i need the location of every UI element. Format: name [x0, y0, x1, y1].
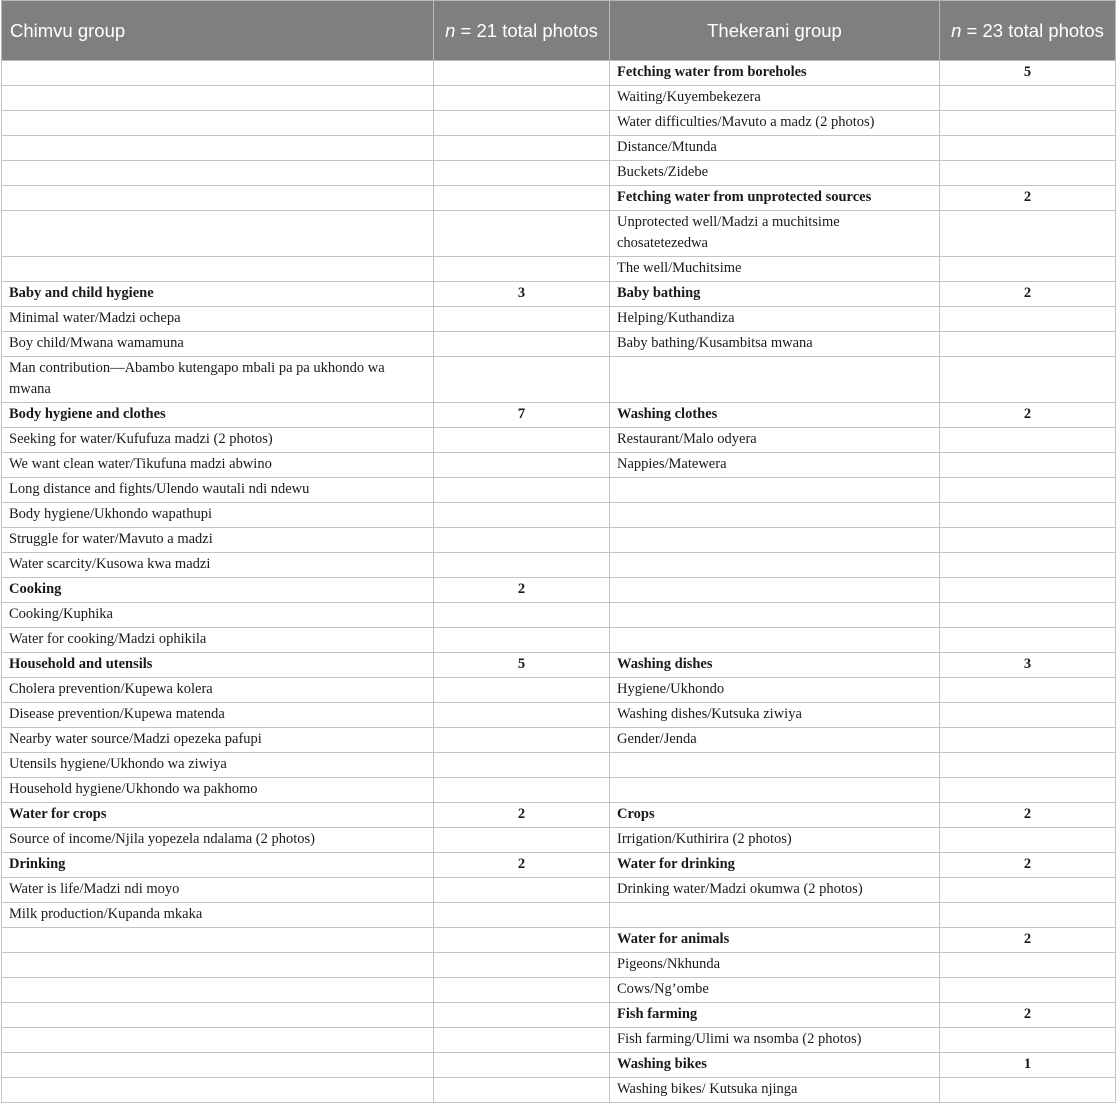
thekerani-count-cell: [940, 878, 1116, 903]
chimvu-theme-cell: Disease prevention/Kupewa matenda: [2, 703, 434, 728]
thekerani-theme-cell: Washing bikes: [610, 1053, 940, 1078]
chimvu-theme-cell: Milk production/Kupanda mkaka: [2, 903, 434, 928]
table-row: [2, 703, 1116, 728]
table-header: [2, 1, 1116, 61]
thekerani-theme-cell: [610, 753, 940, 778]
chimvu-theme-cell: Seeking for water/Kufufuza madzi (2 photos): [2, 428, 434, 453]
thekerani-count-cell: 2: [940, 403, 1116, 428]
table-row: [2, 161, 1116, 186]
thekerani-count-cell: [940, 136, 1116, 161]
thekerani-count-cell: [940, 307, 1116, 332]
table-row: [2, 282, 1116, 307]
thekerani-theme-cell: [610, 553, 940, 578]
chimvu-theme-cell: [2, 1028, 434, 1053]
thekerani-count-cell: [940, 1078, 1116, 1103]
table-row: [2, 728, 1116, 753]
chimvu-theme-cell: [2, 1003, 434, 1028]
table-row: [2, 828, 1116, 853]
thekerani-theme-cell: [610, 578, 940, 603]
chimvu-theme-cell: Baby and child hygiene: [2, 282, 434, 307]
thekerani-count-cell: [940, 478, 1116, 503]
thekerani-count-cell: [940, 357, 1116, 403]
chimvu-theme-cell: Water scarcity/Kusowa kwa madzi: [2, 553, 434, 578]
chimvu-theme-cell: [2, 186, 434, 211]
thekerani-theme-cell: Drinking water/Madzi okumwa (2 photos): [610, 878, 940, 903]
chimvu-theme-cell: Source of income/Njila yopezela ndalama (2 photos): [2, 828, 434, 853]
thekerani-count-cell: 2: [940, 1003, 1116, 1028]
table-row: [2, 428, 1116, 453]
table-row: [2, 978, 1116, 1003]
chimvu-theme-cell: [2, 86, 434, 111]
chimvu-count-cell: 3: [434, 282, 610, 307]
table-row: [2, 553, 1116, 578]
thekerani-count-cell: 5: [940, 61, 1116, 86]
chimvu-theme-cell: [2, 161, 434, 186]
table-row: [2, 528, 1116, 553]
thekerani-count-cell: [940, 553, 1116, 578]
thekerani-count-cell: [940, 503, 1116, 528]
table-row: [2, 503, 1116, 528]
thekerani-theme-cell: Washing clothes: [610, 403, 940, 428]
thekerani-theme-cell: Water for animals: [610, 928, 940, 953]
table-row: [2, 211, 1116, 257]
chimvu-count-cell: [434, 628, 610, 653]
table-row: [2, 803, 1116, 828]
thekerani-theme-cell: Irrigation/Kuthirira (2 photos): [610, 828, 940, 853]
chimvu-theme-cell: Body hygiene and clothes: [2, 403, 434, 428]
thekerani-count-cell: [940, 161, 1116, 186]
chimvu-count-cell: [434, 186, 610, 211]
header-chimvu-count: [434, 1, 610, 61]
thekerani-theme-cell: [610, 357, 940, 403]
table-row: [2, 1028, 1116, 1053]
chimvu-theme-cell: Water is life/Madzi ndi moyo: [2, 878, 434, 903]
thekerani-theme-cell: Crops: [610, 803, 940, 828]
table-row: [2, 61, 1116, 86]
thekerani-theme-cell: [610, 603, 940, 628]
table-row: [2, 186, 1116, 211]
header-chimvu-n: n: [445, 19, 456, 41]
table-body: [2, 61, 1116, 1103]
chimvu-count-cell: [434, 61, 610, 86]
thekerani-theme-cell: Buckets/Zidebe: [610, 161, 940, 186]
chimvu-theme-cell: [2, 978, 434, 1003]
chimvu-theme-cell: [2, 61, 434, 86]
chimvu-theme-cell: Household hygiene/Ukhondo wa pakhomo: [2, 778, 434, 803]
thekerani-theme-cell: The well/Muchitsime: [610, 257, 940, 282]
chimvu-theme-cell: Struggle for water/Mavuto a madzi: [2, 528, 434, 553]
table-row: [2, 357, 1116, 403]
thekerani-count-cell: [940, 453, 1116, 478]
thekerani-count-cell: 1: [940, 1053, 1116, 1078]
chimvu-theme-cell: [2, 257, 434, 282]
thekerani-count-cell: 2: [940, 803, 1116, 828]
table-row: [2, 136, 1116, 161]
thekerani-count-cell: [940, 603, 1116, 628]
chimvu-theme-cell: [2, 111, 434, 136]
thekerani-count-cell: [940, 86, 1116, 111]
chimvu-theme-cell: [2, 1078, 434, 1103]
table-row: [2, 853, 1116, 878]
header-thekerani-group: Thekerani group: [610, 1, 940, 61]
thekerani-theme-cell: Helping/Kuthandiza: [610, 307, 940, 332]
chimvu-count-cell: [434, 953, 610, 978]
table-row: [2, 628, 1116, 653]
thekerani-theme-cell: Washing dishes/Kutsuka ziwiya: [610, 703, 940, 728]
thekerani-count-cell: [940, 978, 1116, 1003]
thekerani-count-cell: [940, 628, 1116, 653]
table-row: [2, 403, 1116, 428]
thekerani-count-cell: [940, 778, 1116, 803]
thekerani-theme-cell: Pigeons/Nkhunda: [610, 953, 940, 978]
chimvu-count-cell: [434, 1078, 610, 1103]
chimvu-theme-cell: [2, 953, 434, 978]
thekerani-theme-cell: Unprotected well/Madzi a muchitsime chosatetezedwa: [610, 211, 940, 257]
thekerani-count-cell: 2: [940, 282, 1116, 307]
table-row: [2, 953, 1116, 978]
table-row: [2, 778, 1116, 803]
thekerani-theme-cell: Gender/Jenda: [610, 728, 940, 753]
thekerani-theme-cell: Nappies/Matewera: [610, 453, 940, 478]
chimvu-count-cell: [434, 503, 610, 528]
chimvu-count-cell: [434, 878, 610, 903]
chimvu-count-cell: 7: [434, 403, 610, 428]
header-thekerani-n: n: [951, 19, 962, 41]
thekerani-theme-cell: Distance/Mtunda: [610, 136, 940, 161]
thekerani-theme-cell: Restaurant/Malo odyera: [610, 428, 940, 453]
chimvu-count-cell: [434, 111, 610, 136]
table-row: [2, 753, 1116, 778]
thekerani-count-cell: [940, 953, 1116, 978]
thekerani-count-cell: 2: [940, 928, 1116, 953]
chimvu-count-cell: [434, 357, 610, 403]
chimvu-theme-cell: Nearby water source/Madzi opezeka pafupi: [2, 728, 434, 753]
chimvu-count-cell: [434, 211, 610, 257]
thekerani-theme-cell: [610, 628, 940, 653]
table-row: [2, 928, 1116, 953]
thekerani-theme-cell: Fetching water from boreholes: [610, 61, 940, 86]
photo-themes-table: [1, 0, 1116, 1103]
thekerani-theme-cell: Water for drinking: [610, 853, 940, 878]
chimvu-theme-cell: Cooking: [2, 578, 434, 603]
chimvu-theme-cell: Cooking/Kuphika: [2, 603, 434, 628]
chimvu-count-cell: [434, 1028, 610, 1053]
thekerani-count-cell: [940, 753, 1116, 778]
thekerani-theme-cell: Cows/Ng’ombe: [610, 978, 940, 1003]
thekerani-theme-cell: Baby bathing: [610, 282, 940, 307]
thekerani-theme-cell: Fish farming: [610, 1003, 940, 1028]
chimvu-count-cell: [434, 161, 610, 186]
header-chimvu-total: = 21 total photos: [455, 19, 598, 41]
chimvu-count-cell: [434, 332, 610, 357]
chimvu-count-cell: 2: [434, 803, 610, 828]
thekerani-count-cell: 2: [940, 853, 1116, 878]
thekerani-count-cell: [940, 728, 1116, 753]
thekerani-count-cell: [940, 678, 1116, 703]
thekerani-theme-cell: [610, 903, 940, 928]
table-row: [2, 878, 1116, 903]
thekerani-theme-cell: [610, 778, 940, 803]
thekerani-theme-cell: Fetching water from unprotected sources: [610, 186, 940, 211]
chimvu-count-cell: [434, 903, 610, 928]
chimvu-theme-cell: Boy child/Mwana wamamuna: [2, 332, 434, 357]
table-row: [2, 332, 1116, 357]
chimvu-count-cell: [434, 86, 610, 111]
table-row: [2, 578, 1116, 603]
chimvu-theme-cell: Water for cooking/Madzi ophikila: [2, 628, 434, 653]
thekerani-count-cell: 3: [940, 653, 1116, 678]
table-row: [2, 307, 1116, 332]
chimvu-count-cell: [434, 753, 610, 778]
chimvu-theme-cell: Household and utensils: [2, 653, 434, 678]
thekerani-count-cell: [940, 578, 1116, 603]
chimvu-theme-cell: We want clean water/Tikufuna madzi abwino: [2, 453, 434, 478]
thekerani-theme-cell: [610, 478, 940, 503]
table-row: [2, 111, 1116, 136]
chimvu-count-cell: [434, 1003, 610, 1028]
thekerani-count-cell: [940, 257, 1116, 282]
chimvu-count-cell: [434, 928, 610, 953]
thekerani-theme-cell: Water difficulties/Mavuto a madz (2 photos): [610, 111, 940, 136]
table-row: [2, 678, 1116, 703]
chimvu-count-cell: [434, 678, 610, 703]
chimvu-count-cell: [434, 553, 610, 578]
header-thekerani-count: [940, 1, 1116, 61]
chimvu-count-cell: [434, 257, 610, 282]
chimvu-theme-cell: [2, 1053, 434, 1078]
thekerani-count-cell: 2: [940, 186, 1116, 211]
thekerani-count-cell: [940, 1028, 1116, 1053]
header-thekerani-total: = 23 total photos: [961, 19, 1104, 41]
thekerani-theme-cell: Baby bathing/Kusambitsa mwana: [610, 332, 940, 357]
thekerani-count-cell: [940, 111, 1116, 136]
table-row: [2, 1003, 1116, 1028]
chimvu-count-cell: [434, 478, 610, 503]
thekerani-theme-cell: [610, 503, 940, 528]
thekerani-count-cell: [940, 903, 1116, 928]
thekerani-theme-cell: Hygiene/Ukhondo: [610, 678, 940, 703]
header-row: [2, 1, 1116, 61]
table-row: [2, 1053, 1116, 1078]
header-chimvu-group: Chimvu group: [2, 1, 434, 61]
thekerani-theme-cell: Waiting/Kuyembekezera: [610, 86, 940, 111]
chimvu-count-cell: [434, 453, 610, 478]
chimvu-theme-cell: Cholera prevention/Kupewa kolera: [2, 678, 434, 703]
chimvu-count-cell: [434, 136, 610, 161]
chimvu-theme-cell: Man contribution—Abambo kutengapo mbali pa pa ukhondo wa mwana: [2, 357, 434, 403]
thekerani-theme-cell: Washing dishes: [610, 653, 940, 678]
chimvu-theme-cell: [2, 211, 434, 257]
thekerani-count-cell: [940, 528, 1116, 553]
chimvu-theme-cell: Utensils hygiene/Ukhondo wa ziwiya: [2, 753, 434, 778]
chimvu-count-cell: [434, 978, 610, 1003]
chimvu-theme-cell: [2, 136, 434, 161]
table-row: [2, 478, 1116, 503]
chimvu-count-cell: [434, 828, 610, 853]
table-row: [2, 1078, 1116, 1103]
chimvu-theme-cell: Long distance and fights/Ulendo wautali ndi ndewu: [2, 478, 434, 503]
table-row: [2, 603, 1116, 628]
thekerani-count-cell: [940, 332, 1116, 357]
chimvu-count-cell: 5: [434, 653, 610, 678]
chimvu-count-cell: [434, 603, 610, 628]
chimvu-count-cell: 2: [434, 578, 610, 603]
chimvu-theme-cell: [2, 928, 434, 953]
table-row: [2, 903, 1116, 928]
chimvu-count-cell: [434, 428, 610, 453]
table-row: [2, 86, 1116, 111]
chimvu-theme-cell: Water for crops: [2, 803, 434, 828]
thekerani-theme-cell: Fish farming/Ulimi wa nsomba (2 photos): [610, 1028, 940, 1053]
chimvu-theme-cell: Body hygiene/Ukhondo wapathupi: [2, 503, 434, 528]
thekerani-count-cell: [940, 211, 1116, 257]
thekerani-count-cell: [940, 828, 1116, 853]
thekerani-theme-cell: [610, 528, 940, 553]
thekerani-count-cell: [940, 703, 1116, 728]
chimvu-count-cell: [434, 307, 610, 332]
chimvu-theme-cell: Minimal water/Madzi ochepa: [2, 307, 434, 332]
table-row: [2, 453, 1116, 478]
chimvu-count-cell: [434, 778, 610, 803]
chimvu-count-cell: [434, 728, 610, 753]
chimvu-count-cell: [434, 703, 610, 728]
chimvu-count-cell: 2: [434, 853, 610, 878]
chimvu-theme-cell: Drinking: [2, 853, 434, 878]
chimvu-count-cell: [434, 528, 610, 553]
table-row: [2, 653, 1116, 678]
chimvu-count-cell: [434, 1053, 610, 1078]
table-row: [2, 257, 1116, 282]
thekerani-count-cell: [940, 428, 1116, 453]
thekerani-theme-cell: Washing bikes/ Kutsuka njinga: [610, 1078, 940, 1103]
